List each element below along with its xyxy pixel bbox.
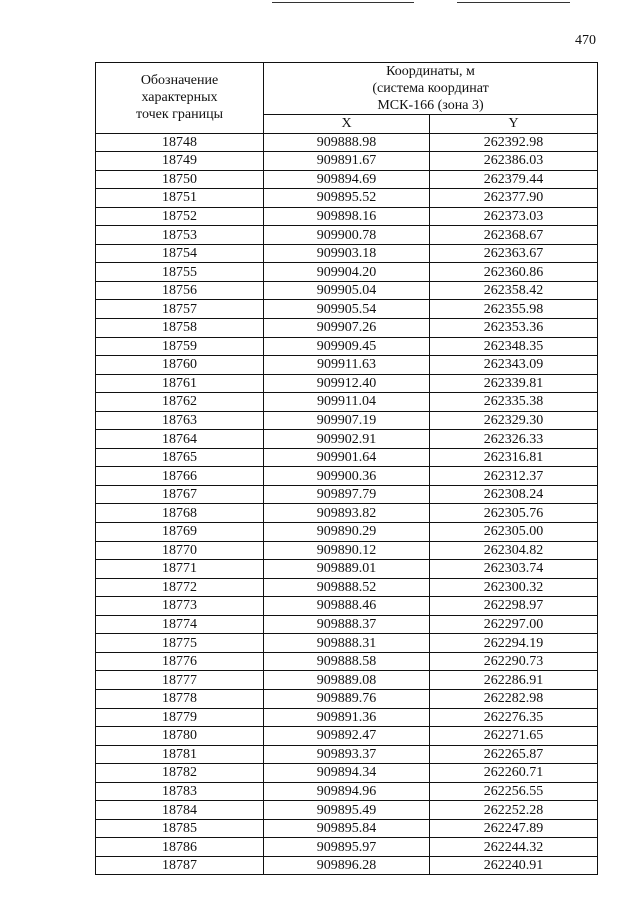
table-row (96, 671, 598, 690)
table-row (96, 523, 598, 542)
y-coordinate-cell: 262326.33 (430, 430, 598, 449)
table-row (96, 652, 598, 671)
point-id-cell: 18785 (96, 819, 264, 838)
y-coordinate-cell: 262343.09 (430, 356, 598, 375)
point-id-cell: 18777 (96, 671, 264, 690)
y-coordinate-cell: 262304.82 (430, 541, 598, 560)
x-coordinate-cell: 909889.01 (264, 560, 430, 579)
point-id-cell: 18778 (96, 689, 264, 708)
y-coordinate-cell: 262392.98 (430, 133, 598, 152)
header-coords-line-1: Координаты, м (386, 64, 475, 79)
x-coordinate-cell: 909895.49 (264, 801, 430, 820)
point-id-cell: 18783 (96, 782, 264, 801)
table-row (96, 337, 598, 356)
y-coordinate-cell: 262240.91 (430, 856, 598, 875)
y-coordinate-cell: 262316.81 (430, 448, 598, 467)
x-coordinate-cell: 909905.54 (264, 300, 430, 319)
y-coordinate-cell: 262297.00 (430, 615, 598, 634)
table-row (96, 578, 598, 597)
table-row (96, 467, 598, 486)
y-coordinate-cell: 262329.30 (430, 411, 598, 430)
table-row (96, 448, 598, 467)
x-coordinate-cell: 909889.08 (264, 671, 430, 690)
header-point-line-3: точек границы (136, 107, 223, 123)
header-x: X (264, 115, 430, 134)
header-point-label (96, 63, 264, 134)
header-coords-line-3: МСК-166 (зона 3) (377, 98, 484, 113)
header-row-top (96, 63, 598, 115)
x-coordinate-cell: 909893.37 (264, 745, 430, 764)
header-y: Y (430, 115, 598, 134)
point-id-cell: 18749 (96, 152, 264, 171)
point-id-cell: 18761 (96, 374, 264, 393)
point-id-cell: 18748 (96, 133, 264, 152)
x-coordinate-cell: 909891.67 (264, 152, 430, 171)
x-coordinate-cell: 909898.16 (264, 207, 430, 226)
x-coordinate-cell: 909894.96 (264, 782, 430, 801)
table-row (96, 319, 598, 338)
x-coordinate-cell: 909895.84 (264, 819, 430, 838)
point-id-cell: 18786 (96, 838, 264, 857)
y-coordinate-cell: 262290.73 (430, 652, 598, 671)
y-coordinate-cell: 262308.24 (430, 485, 598, 504)
x-coordinate-cell: 909888.31 (264, 634, 430, 653)
point-id-cell: 18766 (96, 467, 264, 486)
table-row (96, 170, 598, 189)
table-row (96, 856, 598, 875)
x-coordinate-cell: 909907.19 (264, 411, 430, 430)
point-id-cell: 18774 (96, 615, 264, 634)
point-id-cell: 18765 (96, 448, 264, 467)
point-id-cell: 18768 (96, 504, 264, 523)
table-row (96, 504, 598, 523)
top-rule-right (457, 2, 570, 3)
table-row (96, 764, 598, 783)
table-row (96, 263, 598, 282)
point-id-cell: 18782 (96, 764, 264, 783)
x-coordinate-cell: 909897.79 (264, 485, 430, 504)
table-row (96, 189, 598, 208)
x-coordinate-cell: 909895.52 (264, 189, 430, 208)
x-coordinate-cell: 909895.97 (264, 838, 430, 857)
y-coordinate-cell: 262339.81 (430, 374, 598, 393)
point-id-cell: 18754 (96, 244, 264, 263)
x-coordinate-cell: 909893.82 (264, 504, 430, 523)
y-coordinate-cell: 262353.36 (430, 319, 598, 338)
y-coordinate-cell: 262358.42 (430, 281, 598, 300)
y-coordinate-cell: 262355.98 (430, 300, 598, 319)
point-id-cell: 18755 (96, 263, 264, 282)
table-row (96, 485, 598, 504)
point-id-cell: 18771 (96, 560, 264, 579)
x-coordinate-cell: 909896.28 (264, 856, 430, 875)
point-id-cell: 18773 (96, 597, 264, 616)
table-row (96, 374, 598, 393)
point-id-cell: 18753 (96, 226, 264, 245)
y-coordinate-cell: 262377.90 (430, 189, 598, 208)
y-coordinate-cell: 262386.03 (430, 152, 598, 171)
table-row (96, 745, 598, 764)
point-id-cell: 18757 (96, 300, 264, 319)
x-coordinate-cell: 909909.45 (264, 337, 430, 356)
table-row (96, 281, 598, 300)
point-id-cell: 18752 (96, 207, 264, 226)
x-coordinate-cell: 909894.69 (264, 170, 430, 189)
header-coords-line-2: (система координат (372, 81, 489, 96)
point-id-cell: 18770 (96, 541, 264, 560)
point-id-cell: 18780 (96, 727, 264, 746)
point-id-cell: 18775 (96, 634, 264, 653)
y-coordinate-cell: 262286.91 (430, 671, 598, 690)
point-id-cell: 18769 (96, 523, 264, 542)
y-coordinate-cell: 262271.65 (430, 727, 598, 746)
table-row (96, 541, 598, 560)
point-id-cell: 18764 (96, 430, 264, 449)
x-coordinate-cell: 909901.64 (264, 448, 430, 467)
y-coordinate-cell: 262312.37 (430, 467, 598, 486)
y-coordinate-cell: 262282.98 (430, 689, 598, 708)
x-coordinate-cell: 909900.78 (264, 226, 430, 245)
y-coordinate-cell: 262252.28 (430, 801, 598, 820)
table-row (96, 560, 598, 579)
y-coordinate-cell: 262247.89 (430, 819, 598, 838)
y-coordinate-cell: 262298.97 (430, 597, 598, 616)
table-row (96, 356, 598, 375)
y-coordinate-cell: 262348.35 (430, 337, 598, 356)
x-coordinate-cell: 909902.91 (264, 430, 430, 449)
y-coordinate-cell: 262300.32 (430, 578, 598, 597)
y-coordinate-cell: 262244.32 (430, 838, 598, 857)
table-row (96, 207, 598, 226)
table-row (96, 430, 598, 449)
y-coordinate-cell: 262373.03 (430, 207, 598, 226)
point-id-cell: 18781 (96, 745, 264, 764)
x-coordinate-cell: 909888.52 (264, 578, 430, 597)
x-coordinate-cell: 909888.58 (264, 652, 430, 671)
x-coordinate-cell: 909907.26 (264, 319, 430, 338)
table-row (96, 727, 598, 746)
x-coordinate-cell: 909890.29 (264, 523, 430, 542)
x-coordinate-cell: 909888.37 (264, 615, 430, 634)
table-row (96, 244, 598, 263)
y-coordinate-cell: 262265.87 (430, 745, 598, 764)
y-coordinate-cell: 262294.19 (430, 634, 598, 653)
top-rule-left (272, 2, 414, 3)
header-coordinates-label (264, 63, 598, 115)
table-row (96, 634, 598, 653)
x-coordinate-cell: 909900.36 (264, 467, 430, 486)
point-id-cell: 18762 (96, 393, 264, 412)
y-coordinate-cell: 262305.76 (430, 504, 598, 523)
y-coordinate-cell: 262303.74 (430, 560, 598, 579)
y-coordinate-cell: 262335.38 (430, 393, 598, 412)
table-row (96, 801, 598, 820)
point-id-cell: 18763 (96, 411, 264, 430)
point-id-cell: 18760 (96, 356, 264, 375)
table-row (96, 411, 598, 430)
table-row (96, 708, 598, 727)
y-coordinate-cell: 262363.67 (430, 244, 598, 263)
table-row (96, 226, 598, 245)
header-point-line-1: Обозначение (140, 73, 219, 89)
point-id-cell: 18776 (96, 652, 264, 671)
point-id-cell: 18767 (96, 485, 264, 504)
x-coordinate-cell: 909889.76 (264, 689, 430, 708)
y-coordinate-cell: 262305.00 (430, 523, 598, 542)
x-coordinate-cell: 909892.47 (264, 727, 430, 746)
point-id-cell: 18787 (96, 856, 264, 875)
x-coordinate-cell: 909912.40 (264, 374, 430, 393)
x-coordinate-cell: 909894.34 (264, 764, 430, 783)
point-id-cell: 18759 (96, 337, 264, 356)
table-row (96, 597, 598, 616)
x-coordinate-cell: 909904.20 (264, 263, 430, 282)
point-id-cell: 18772 (96, 578, 264, 597)
y-coordinate-cell: 262368.67 (430, 226, 598, 245)
table-row (96, 782, 598, 801)
x-coordinate-cell: 909911.63 (264, 356, 430, 375)
table-row (96, 152, 598, 171)
point-id-cell: 18758 (96, 319, 264, 338)
x-coordinate-cell: 909905.04 (264, 281, 430, 300)
table-row (96, 838, 598, 857)
y-coordinate-cell: 262379.44 (430, 170, 598, 189)
table-row (96, 133, 598, 152)
header-point-line-2: характерных (141, 90, 218, 106)
point-id-cell: 18779 (96, 708, 264, 727)
x-coordinate-cell: 909888.98 (264, 133, 430, 152)
x-coordinate-cell: 909891.36 (264, 708, 430, 727)
x-coordinate-cell: 909911.04 (264, 393, 430, 412)
table-row (96, 393, 598, 412)
x-coordinate-cell: 909890.12 (264, 541, 430, 560)
point-id-cell: 18750 (96, 170, 264, 189)
coordinates-table (95, 62, 598, 875)
y-coordinate-cell: 262260.71 (430, 764, 598, 783)
table-row (96, 819, 598, 838)
page-number: 470 (575, 33, 596, 48)
point-id-cell: 18756 (96, 281, 264, 300)
table-row (96, 615, 598, 634)
table-row (96, 689, 598, 708)
y-coordinate-cell: 262256.55 (430, 782, 598, 801)
y-coordinate-cell: 262276.35 (430, 708, 598, 727)
y-coordinate-cell: 262360.86 (430, 263, 598, 282)
point-id-cell: 18784 (96, 801, 264, 820)
table-body (96, 133, 598, 875)
table-row (96, 300, 598, 319)
x-coordinate-cell: 909888.46 (264, 597, 430, 616)
x-coordinate-cell: 909903.18 (264, 244, 430, 263)
point-id-cell: 18751 (96, 189, 264, 208)
